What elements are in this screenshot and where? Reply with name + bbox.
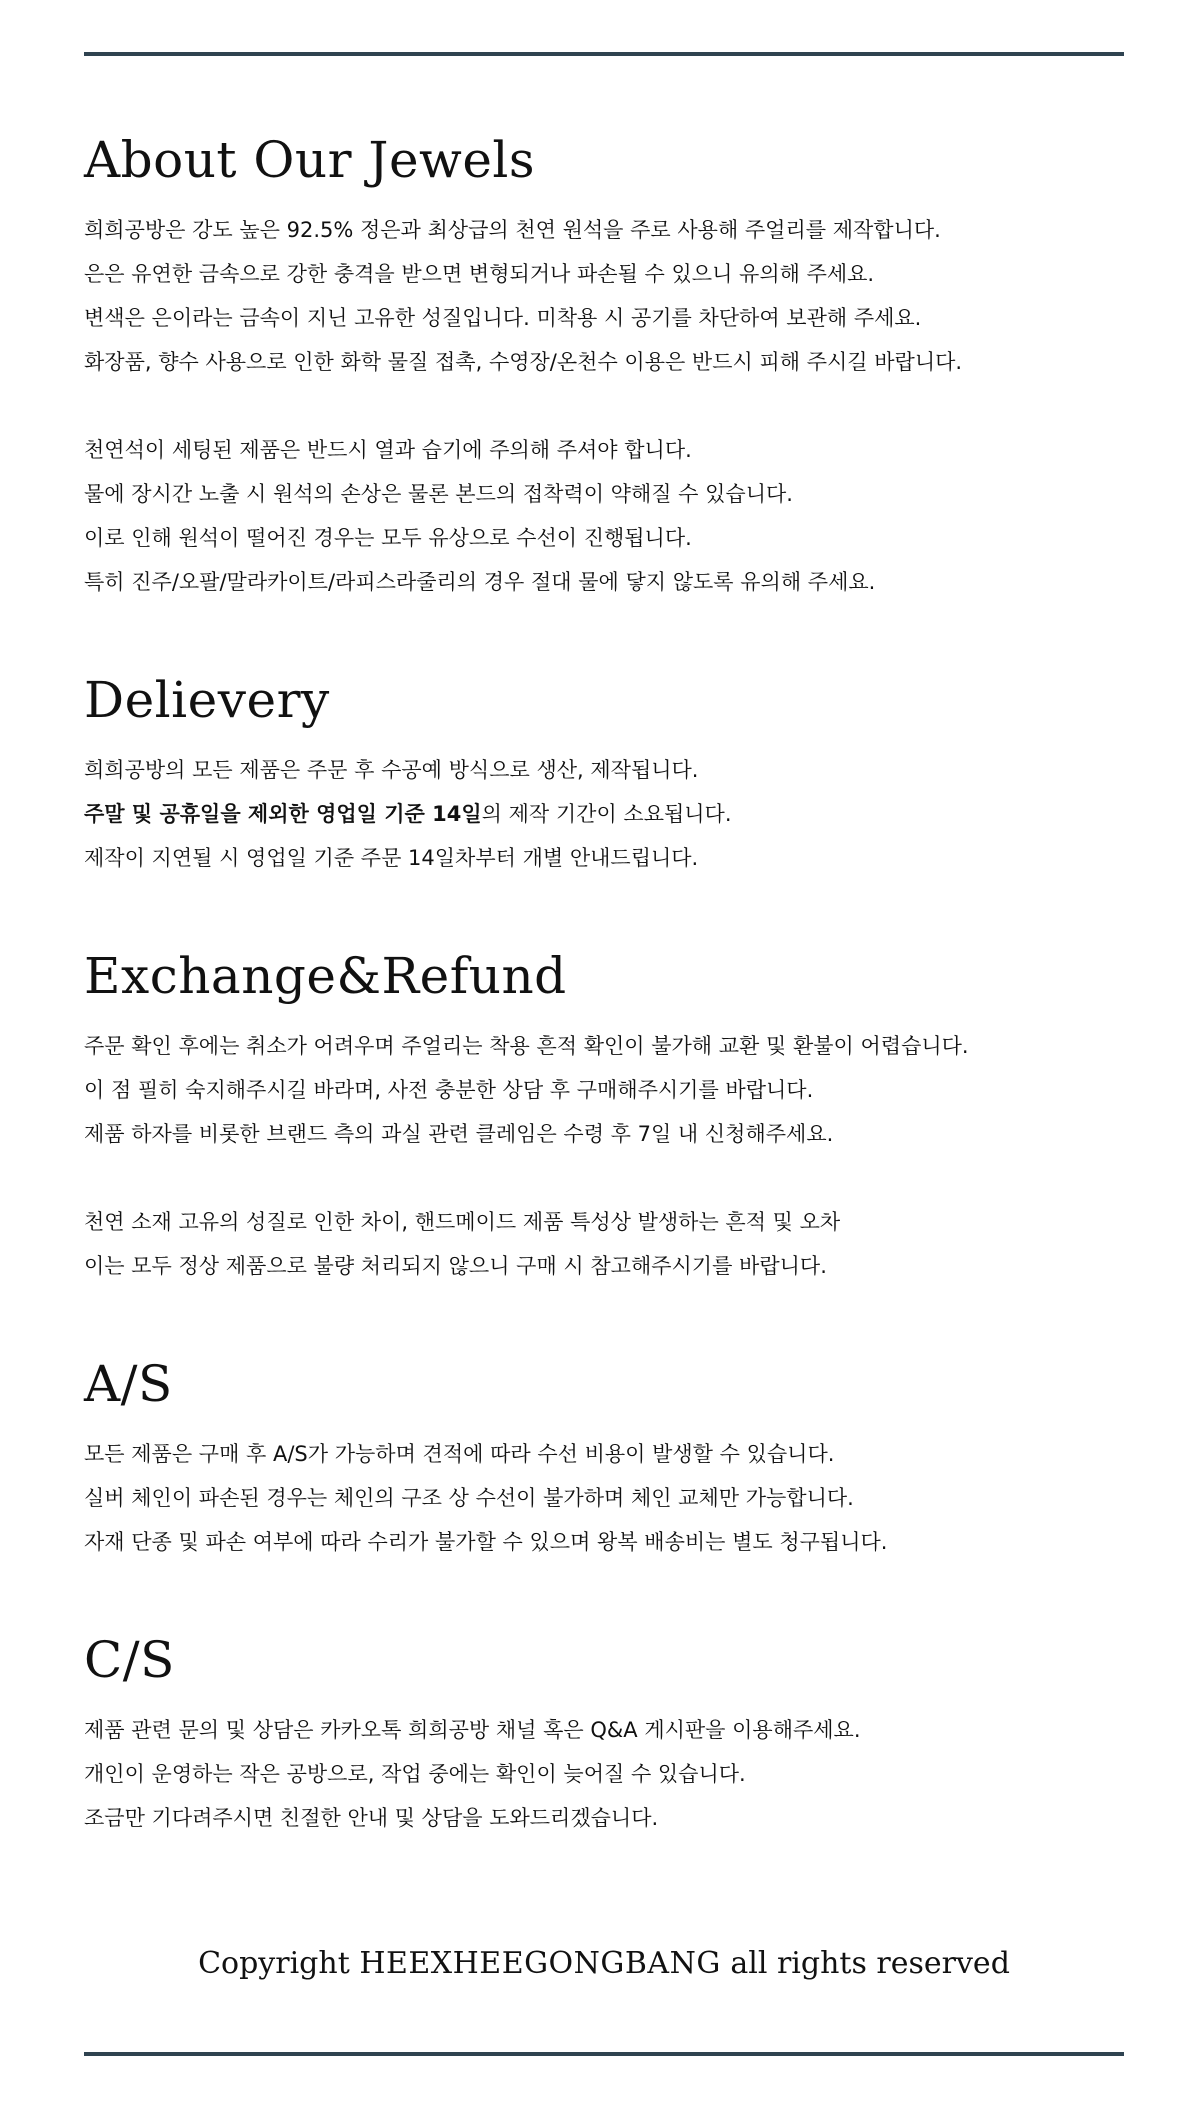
section-about-jewels: [84, 128, 1124, 604]
paragraph: [84, 1200, 1124, 1288]
paragraph: [84, 1432, 1124, 1564]
copyright-prefix: Copyright: [198, 1946, 350, 1981]
brand-name: HEEXHEEGONGBANG: [359, 1946, 721, 1981]
paragraph: [84, 748, 1124, 880]
text-span: 의 제작 기간이 소요됩니다.: [481, 802, 732, 826]
text-line: [84, 792, 1124, 836]
section-heading: About Our Jewels: [84, 131, 536, 189]
section-after-service: [84, 1352, 1124, 1564]
text-line: 제품 하자를 비롯한 브랜드 측의 과실 관련 클레임은 수령 후 7일 내 신청해주세요.: [84, 1122, 834, 1146]
text-line: 모든 제품은 구매 후 A/S가 가능하며 견적에 따라 수선 비용이 발생할 수 있습니다.: [84, 1442, 835, 1466]
text-line: 천연 소재 고유의 성질로 인한 차이, 핸드메이드 제품 특성상 발생하는 흔적 및 오차: [84, 1210, 841, 1234]
text-line: 자재 단종 및 파손 여부에 따라 수리가 불가할 수 있으며 왕복 배송비는 별도 청구됩니다.: [84, 1530, 888, 1554]
text-line: 화장품, 향수 사용으로 인한 화학 물질 접촉, 수영장/온천수 이용은 반드시 피해 주시길 바랍니다.: [84, 350, 963, 374]
copyright-suffix: all rights reserved: [730, 1946, 1010, 1981]
section-customer-service: [84, 1628, 1124, 1840]
paragraph: [84, 1024, 1124, 1156]
bottom-divider: [84, 2052, 1124, 2056]
copyright-footer: [84, 1944, 1124, 1984]
text-line: 이는 모두 정상 제품으로 불량 처리되지 않으니 구매 시 참고해주시기를 바랍니다.: [84, 1254, 827, 1278]
text-line: 조금만 기다려주시면 친절한 안내 및 상담을 도와드리겠습니다.: [84, 1806, 659, 1830]
section-delivery: [84, 668, 1124, 880]
text-line: 제작이 지연될 시 영업일 기준 주문 14일차부터 개별 안내드립니다.: [84, 846, 699, 870]
paragraph: [84, 208, 1124, 384]
section-heading: Exchange&Refund: [84, 947, 567, 1005]
top-divider: [84, 52, 1124, 56]
text-line: 특히 진주/오팔/말라카이트/라피스라줄리의 경우 절대 물에 닿지 않도록 유의해 주세요.: [84, 570, 876, 594]
text-line: 이로 인해 원석이 떨어진 경우는 모두 유상으로 수선이 진행됩니다.: [84, 526, 692, 550]
text-line: 물에 장시간 노출 시 원석의 손상은 물론 본드의 접착력이 약해질 수 있습니다.: [84, 482, 793, 506]
policy-content: [84, 128, 1124, 1840]
text-line: 주문 확인 후에는 취소가 어려우며 주얼리는 착용 흔적 확인이 불가해 교환 및 환불이 어렵습니다.: [84, 1034, 969, 1058]
text-line: 은은 유연한 금속으로 강한 충격을 받으면 변형되거나 파손될 수 있으니 유의해 주세요.: [84, 262, 875, 286]
section-heading: C/S: [84, 1631, 175, 1689]
text-line: 희희공방의 모든 제품은 주문 후 수공예 방식으로 생산, 제작됩니다.: [84, 758, 699, 782]
text-line: 제품 관련 문의 및 상담은 카카오톡 희희공방 채널 혹은 Q&A 게시판을 이용해주세요.: [84, 1718, 861, 1742]
paragraph: [84, 428, 1124, 604]
text-line: 변색은 은이라는 금속이 지닌 고유한 성질입니다. 미착용 시 공기를 차단하여 보관해 주세요.: [84, 306, 922, 330]
section-exchange-refund: [84, 944, 1124, 1288]
section-heading: A/S: [84, 1355, 173, 1413]
paragraph: [84, 1708, 1124, 1840]
text-line: 개인이 운영하는 작은 공방으로, 작업 중에는 확인이 늦어질 수 있습니다.: [84, 1762, 746, 1786]
text-line: 천연석이 세팅된 제품은 반드시 열과 습기에 주의해 주셔야 합니다.: [84, 438, 692, 462]
section-heading: Delievery: [84, 671, 330, 729]
emphasis-text: 주말 및 공휴일을 제외한 영업일 기준 14일: [84, 802, 482, 826]
text-line: 실버 체인이 파손된 경우는 체인의 구조 상 수선이 불가하며 체인 교체만 가능합니다.: [84, 1486, 854, 1510]
text-line: 희희공방은 강도 높은 92.5% 정은과 최상급의 천연 원석을 주로 사용해 주얼리를 제작합니다.: [84, 218, 941, 242]
text-line: 이 점 필히 숙지해주시길 바라며, 사전 충분한 상담 후 구매해주시기를 바랍니다.: [84, 1078, 814, 1102]
